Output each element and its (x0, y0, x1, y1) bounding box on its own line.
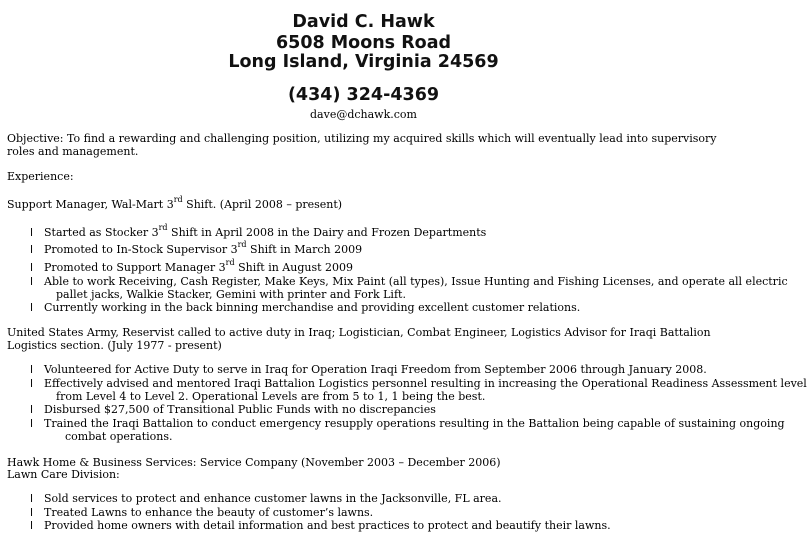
walmart-item-4-line-2: pallet jacks, Walkie Stacker, Gemini with printer and Fork Lift. (56, 288, 406, 301)
bullet-icon: l (30, 377, 34, 390)
hawk-item-2: Treated Lawns to enhance the beauty of customer’s lawns. (44, 506, 374, 519)
army-item-2-line-2: from Level 4 to Level 2. Operational Levels are from 5 to 1, 1 being the best. (56, 390, 486, 403)
bullet-icon: l (30, 261, 34, 274)
hawk-item-1: Sold services to protect and enhance customer lawns in the Jacksonville, FL area. (44, 492, 502, 505)
phone-number: (434) 324-4369 (287, 85, 440, 105)
army-job-title: United States Army, Reservist called to active duty in Iraq; Logistician, Combat Engineer, Logistics Advisor for Iraqi Battalion Logistics section. (July 1977 - present) (7, 326, 711, 352)
email-address[interactable]: dave@dchawk.com (310, 108, 417, 121)
army-item-2-line-1: Effectively advised and mentored Iraqi Battalion Logistics personnel resulting in increasing the Operational Readiness Assessment level (44, 377, 807, 390)
street-address: 6508 Moons Road (275, 33, 452, 53)
walmart-item-2: Promoted to In-Stock Supervisor 3rd Shift in March 2009 (44, 240, 363, 256)
bullet-icon: l (30, 417, 34, 430)
walmart-item-5: Currently working in the back binning merchandise and providing excellent customer relations. (44, 301, 581, 314)
hawk-division: Lawn Care Division: (7, 468, 120, 481)
applicant-name: David C. Hawk (292, 12, 435, 32)
bullet-icon: l (30, 275, 34, 288)
bullet-icon: l (30, 363, 34, 376)
bullet-icon: l (30, 403, 34, 416)
army-item-3: Disbursed $27,500 of Transitional Public Funds with no discrepancies (44, 403, 436, 416)
walmart-item-4-line-1: Able to work Receiving, Cash Register, Make Keys, Mix Paint (all types), Issue Hunting and Fishing Licenses, and operate all electric (44, 275, 788, 288)
walmart-item-3: Promoted to Support Manager 3rd Shift in August 2009 (44, 258, 354, 274)
bullet-icon: l (30, 519, 34, 532)
city-state-zip: Long Island, Virginia 24569 (228, 52, 499, 72)
army-item-4-line-1: Trained the Iraqi Battalion to conduct emergency resupply operations resulting in the Battalion being capable of sustaining ongoing (44, 417, 785, 430)
bullet-icon: l (30, 243, 34, 256)
experience-heading: Experience: (7, 170, 74, 183)
hawk-job-title: Hawk Home & Business Services: Service Company (November 2003 – December 2006) (7, 456, 501, 469)
hawk-item-3: Provided home owners with detail information and best practices to protect and beautify their lawns. (44, 519, 611, 532)
army-item-1: Volunteered for Active Duty to serve in Iraq for Operation Iraqi Freedom from September 2006 through January 2008. (44, 363, 707, 376)
walmart-item-1: Started as Stocker 3rd Shift in April 2008 in the Dairy and Frozen Departments (44, 223, 487, 239)
army-item-4-line-2: combat operations. (65, 430, 173, 443)
bullet-icon: l (30, 492, 34, 505)
bullet-icon: l (30, 506, 34, 519)
objective-text: Objective: To find a rewarding and challenging position, utilizing my acquired skills which will eventually lead into supervisory roles and management. (7, 132, 717, 158)
bullet-icon: l (30, 301, 34, 314)
walmart-job-title: Support Manager, Wal-Mart 3rd Shift. (April 2008 – present) (7, 195, 343, 211)
bullet-icon: l (30, 226, 34, 239)
